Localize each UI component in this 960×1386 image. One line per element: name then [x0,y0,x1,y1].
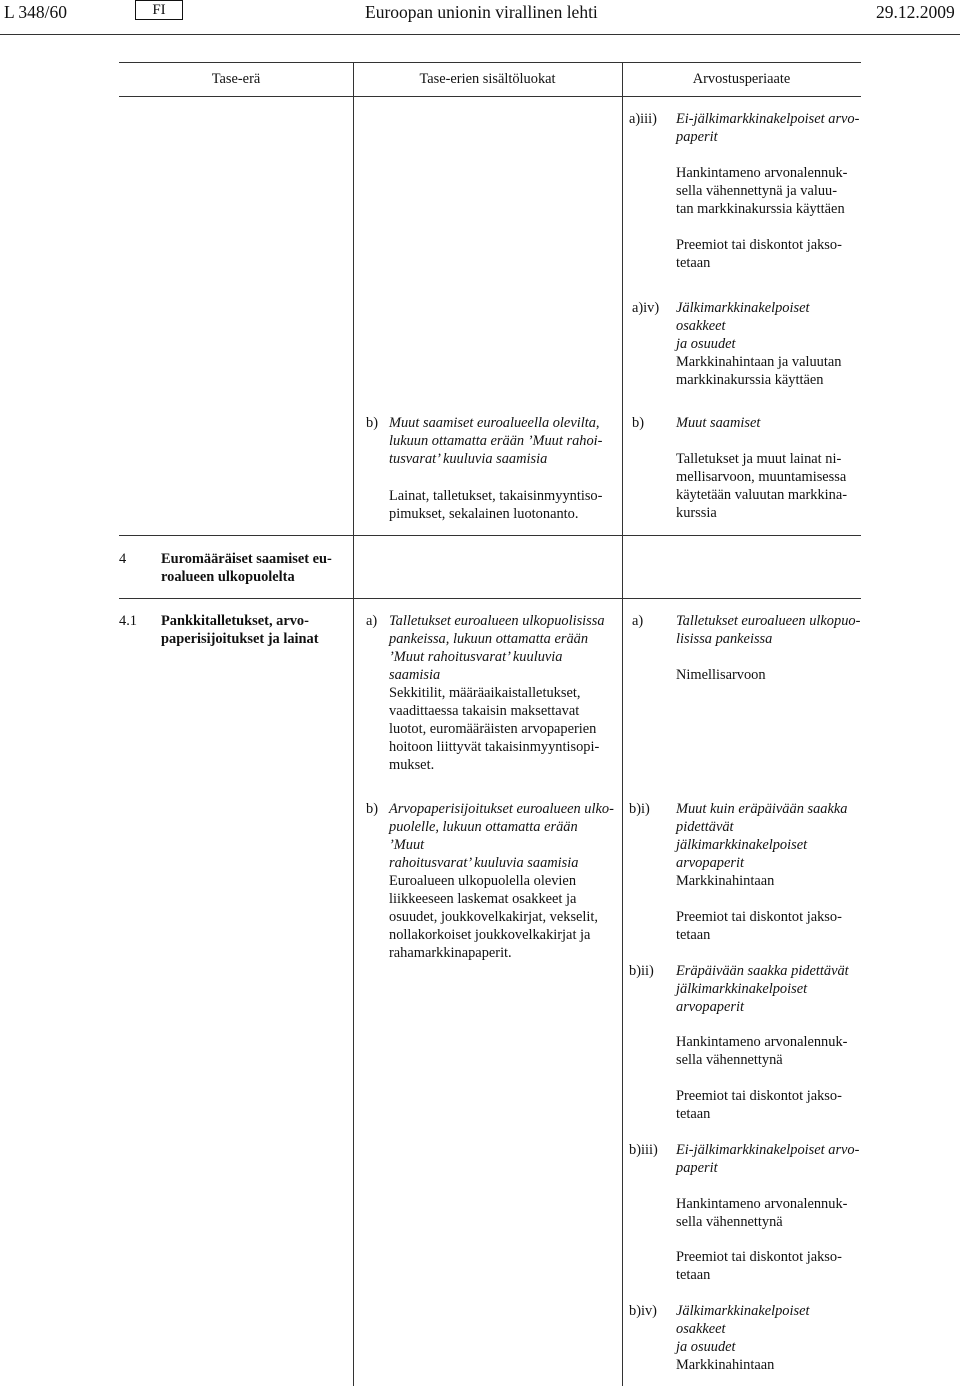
item-number-4-1: 4.1 [119,613,137,629]
item-title-4-1: Pankkitalletukset, arvo- paperisijoitukset ja lainat [161,613,319,647]
valuation-title-bii: Eräpäivään saakka pidettävät jälkimarkkinakelpoiset arvopaperit [676,963,849,1015]
journal-title: Euroopan unionin virallinen lehti [365,2,598,22]
valuation-label-aiv: a)iv) [632,300,660,316]
valuation-text-aiv: Markkinahintaan ja valuutan markkinakurssia käyttäen [676,354,842,388]
column-header-item: Tase-erä [211,71,261,87]
valuation-label-bii: b)ii) [629,963,654,979]
valuation-title-bi: Muut kuin eräpäivään saakka pidettävät jälkimarkkinakelpoiset arvopaperit [676,801,848,871]
category-title-4-1-b: Arvopaperisijoitukset euroalueen ulko- puolelle, lukuun ottamatta erään ’Muut rahoitusvarat’ kuuluvia saamisia [389,801,614,871]
valuation-text-bi-2: Preemiot tai diskontot jakso- tetaan [676,909,842,943]
table-top-rule [119,62,861,63]
valuation-text-bii-2: Preemiot tai diskontot jakso- tetaan [676,1088,842,1122]
valuation-text-bii-1: Hankintameno arvonalennuk- sella vähennettynä [676,1034,848,1068]
valuation-label-biv: b)iv) [629,1303,657,1319]
valuation-title-4-1-a: Talletukset euroalueen ulkopuo- lisissa pankeissa [676,613,861,647]
valuation-text-aiii-1: Hankintameno arvonalennuk- sella vähennettynä ja valuu- tan markkinakurssia käyttäen [676,165,848,217]
category-text-b: Lainat, talletukset, takaisinmyyntiso- pimukset, sekalainen luotonanto. [389,488,603,522]
item-number-4: 4 [119,551,127,567]
item-title-4: Euromääräiset saamiset eu- roalueen ulkopuolelta [161,551,332,585]
category-text-4-1-a: Sekkitilit, määräaikaistalletukset, vaadittaessa takaisin maksettavat luotot, euromääräisten arvopaperien hoitoon liittyvät takaisinmyyntisopi- mukset. [389,685,600,773]
category-title-4-1-a: Talletukset euroalueen ulkopuolisissa pankeissa, lukuun ottamatta erään ’Muut rahoitusvarat’ kuuluvia saamisia [389,613,605,683]
column-header-categories: Tase-erien sisältöluokat [419,71,556,87]
table-header-rule [119,96,861,97]
column-divider-1 [353,62,354,1386]
category-label-b: b) [366,415,378,431]
column-header-valuation: Arvostusperiaate [692,71,791,87]
column-divider-2 [622,62,623,1386]
valuation-label-biii: b)iii) [629,1142,658,1158]
valuation-title-b: Muut saamiset [676,415,761,431]
valuation-text-bi-1: Markkinahintaan [676,873,775,889]
category-label-4-1-a: a) [366,613,378,629]
valuation-title-aiii: Ei-jälkimarkkinakelpoiset arvo- paperit [676,111,860,145]
valuation-title-aiv: Jälkimarkkinakelpoiset osakkeet ja osuudet [676,300,810,352]
valuation-label-4-1-a: a) [632,613,644,629]
publication-date: 29.12.2009 [876,2,955,22]
valuation-label-b: b) [632,415,644,431]
valuation-text-biv: Markkinahintaan [676,1357,775,1373]
valuation-text-b: Talletukset ja muut lainat ni- mellisarvoon, muuntamisessa käytetään valuutan markkina- kurssia [676,451,848,521]
row-rule-1 [119,535,861,536]
category-title-b: Muut saamiset euroalueella olevilta, lukuun ottamatta erään ’Muut rahoi- tusvarat’ kuuluvia saamisia [389,415,603,467]
page-reference: L 348/60 [4,2,68,22]
valuation-title-biv: Jälkimarkkinakelpoiset osakkeet ja osuudet [676,1303,810,1355]
header-rule [0,34,960,35]
valuation-text-biii-2: Preemiot tai diskontot jakso- tetaan [676,1249,842,1283]
language-code-box: FI [135,0,183,20]
valuation-label-aiii: a)iii) [629,111,657,127]
valuation-text-4-1-a: Nimellisarvoon [676,667,766,683]
valuation-title-biii: Ei-jälkimarkkinakelpoiset arvo- paperit [676,1142,860,1176]
valuation-text-biii-1: Hankintameno arvonalennuk- sella vähennettynä [676,1196,848,1230]
row-rule-2 [119,598,861,599]
valuation-text-aiii-2: Preemiot tai diskontot jakso- tetaan [676,237,842,271]
category-label-4-1-b: b) [366,801,378,817]
category-text-4-1-b: Euroalueen ulkopuolella olevien liikkeeseen laskemat osakkeet ja osuudet, joukkovelkakirjat, vekselit, nollakorkoiset joukkovelkakirjat ja rahamarkkinapaperit. [389,873,599,961]
valuation-label-bi: b)i) [629,801,650,817]
